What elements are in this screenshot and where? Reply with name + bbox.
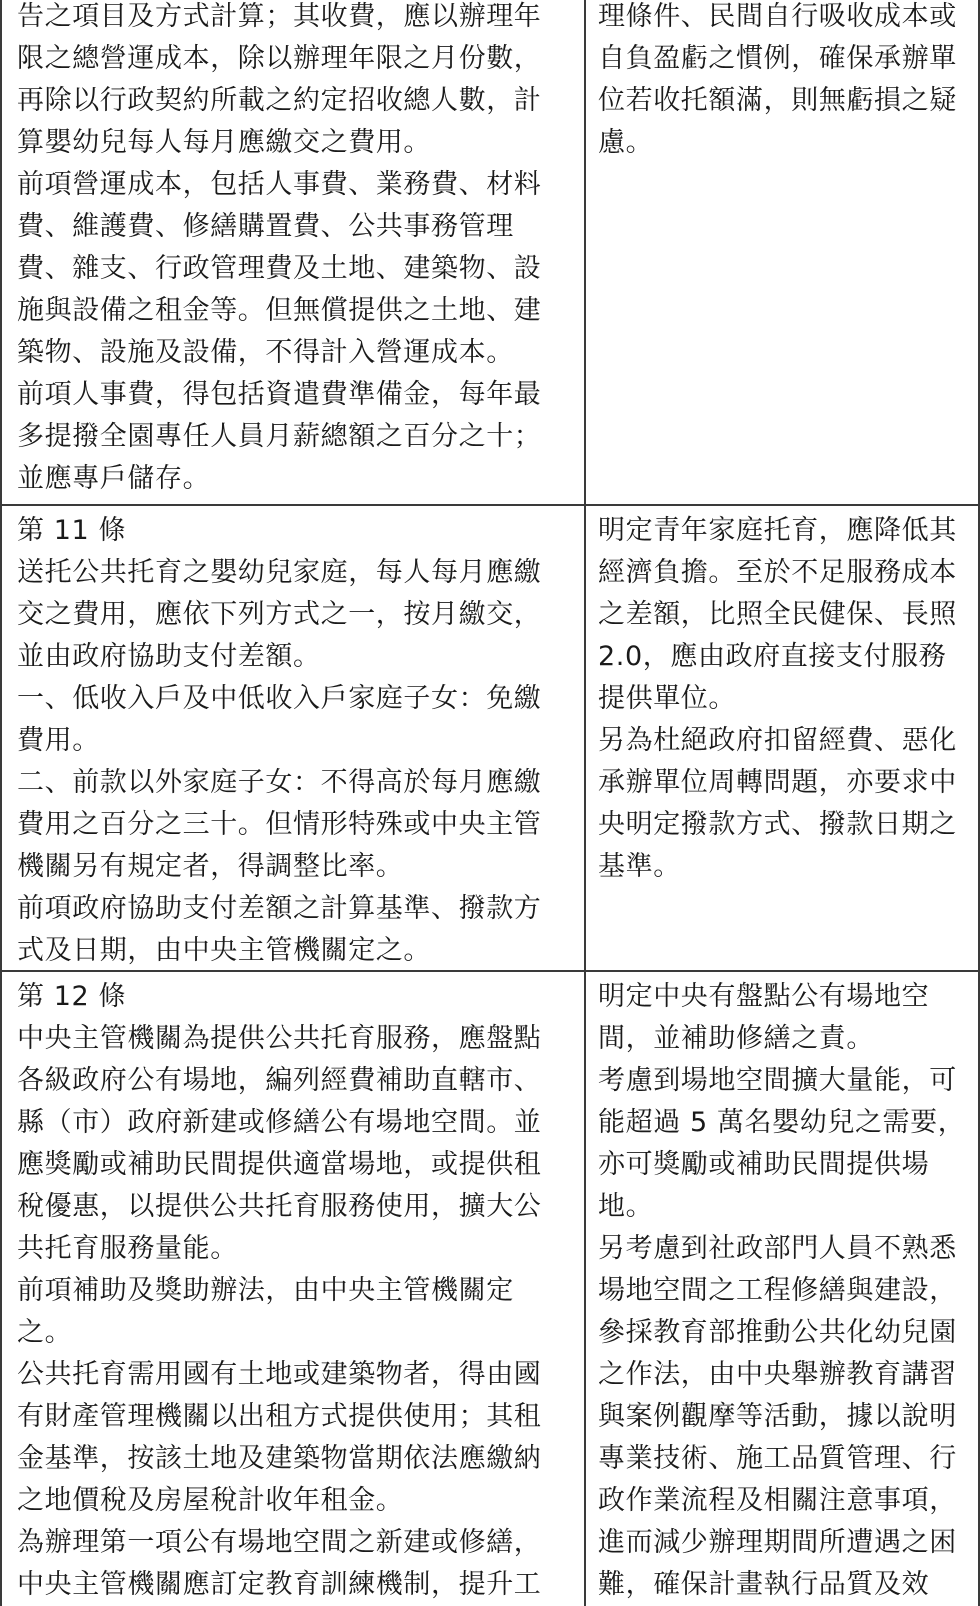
provision-paragraph: 一、低收入戶及中低收入戶家庭子女：免繳費用。 bbox=[17, 683, 542, 756]
article-number: 第 12 條 bbox=[17, 981, 127, 1012]
provision-paragraph: 二、前款以外家庭子女：不得高於每月應繳費用之百分之三十。但情形特殊或中央主管機關另有規定者，得調整比率。 bbox=[17, 767, 542, 882]
provision-paragraph: 前項補助及獎助辦法，由中央主管機關定之。 bbox=[17, 1275, 514, 1348]
provision-paragraph: 送托公共托育之嬰幼兒家庭，每人每月應繳交之費用，應依下列方式之一，按月繳交，並由政府協助支付差額。 bbox=[17, 557, 542, 672]
provision-text-cell bbox=[0, 0, 586, 504]
provision-text-cell bbox=[0, 506, 586, 970]
article-number: 第 11 條 bbox=[17, 515, 127, 546]
explanation-paragraph: 明定青年家庭托育，應降低其經濟負擔。至於不足服務成本之差額，比照全民健保、長照 2.0，應由政府直接支付服務提供單位。 bbox=[598, 515, 957, 714]
provision-paragraph: 前項營運成本，包括人事費、業務費、材料費、維護費、修繕購置費、公共事務管理費、雜支、行政管理費及土地、建築物、設施與設備之租金等。但無償提供之土地、建築物、設施及設備，不得計入營運成本。 bbox=[17, 169, 542, 368]
provision-paragraph: 告之項目及方式計算；其收費，應以辦理年限之總營運成本，除以辦理年限之月份數，再除以行政契約所載之約定招收總人數，計算嬰幼兒每人每月應繳交之費用。 bbox=[17, 1, 542, 158]
table-row bbox=[0, 972, 980, 1606]
explanation-cell bbox=[586, 972, 980, 1606]
provision-paragraph: 為辦理第一項公有場地空間之新建或修繕，中央主管機關應訂定教育訓練機制，提升工 bbox=[17, 1527, 542, 1600]
table-row bbox=[0, 0, 980, 506]
explanation-paragraph: 理條件、民間自行吸收成本或自負盈虧之慣例，確保承辦單位若收托額滿，則無虧損之疑慮。 bbox=[598, 1, 957, 158]
explanation-paragraph: 另考慮到社政部門人員不熟悉場地空間之工程修繕與建設，參採教育部推動公共化幼兒園之作法，由中央舉辦教育講習與案例觀摩等活動，據以說明專業技術、施工品質管理、行政作業流程及相關注意事項，進而減少辦理期間所遭遇之困難，確保計畫執行品質及效 bbox=[598, 1233, 957, 1600]
explanation-paragraph: 另為杜絕政府扣留經費、惡化承辦單位周轉問題，亦要求中央明定撥款方式、撥款日期之基準。 bbox=[598, 725, 957, 882]
explanation-paragraph: 明定中央有盤點公有場地空間，並補助修繕之責。 bbox=[598, 981, 930, 1054]
explanation-cell bbox=[586, 506, 980, 970]
provision-text-cell bbox=[0, 972, 586, 1606]
explanation-cell bbox=[586, 0, 980, 504]
table-row bbox=[0, 506, 980, 972]
provision-paragraph: 公共托育需用國有土地或建築物者，得由國有財產管理機關以出租方式提供使用；其租金基準，按該土地及建築物當期依法應繳納之地價稅及房屋稅計收年租金。 bbox=[17, 1359, 542, 1516]
provision-paragraph: 前項人事費，得包括資遣費準備金，每年最多提撥全園專任人員月薪總額之百分之十；並應專戶儲存。 bbox=[17, 379, 542, 494]
provision-paragraph: 中央主管機關為提供公共托育服務，應盤點各級政府公有場地，編列經費補助直轄市、縣（市）政府新建或修繕公有場地空間。並應獎勵或補助民間提供適當場地，或提供租稅優惠，以提供公共托育服務使用，擴大公共托育服務量能。 bbox=[17, 1023, 542, 1264]
explanation-paragraph: 考慮到場地空間擴大量能，可能超過 5 萬名嬰幼兒之需要，亦可獎勵或補助民間提供場地。 bbox=[598, 1065, 966, 1222]
provision-paragraph: 前項政府協助支付差額之計算基準、撥款方式及日期，由中央主管機關定之。 bbox=[17, 893, 542, 966]
